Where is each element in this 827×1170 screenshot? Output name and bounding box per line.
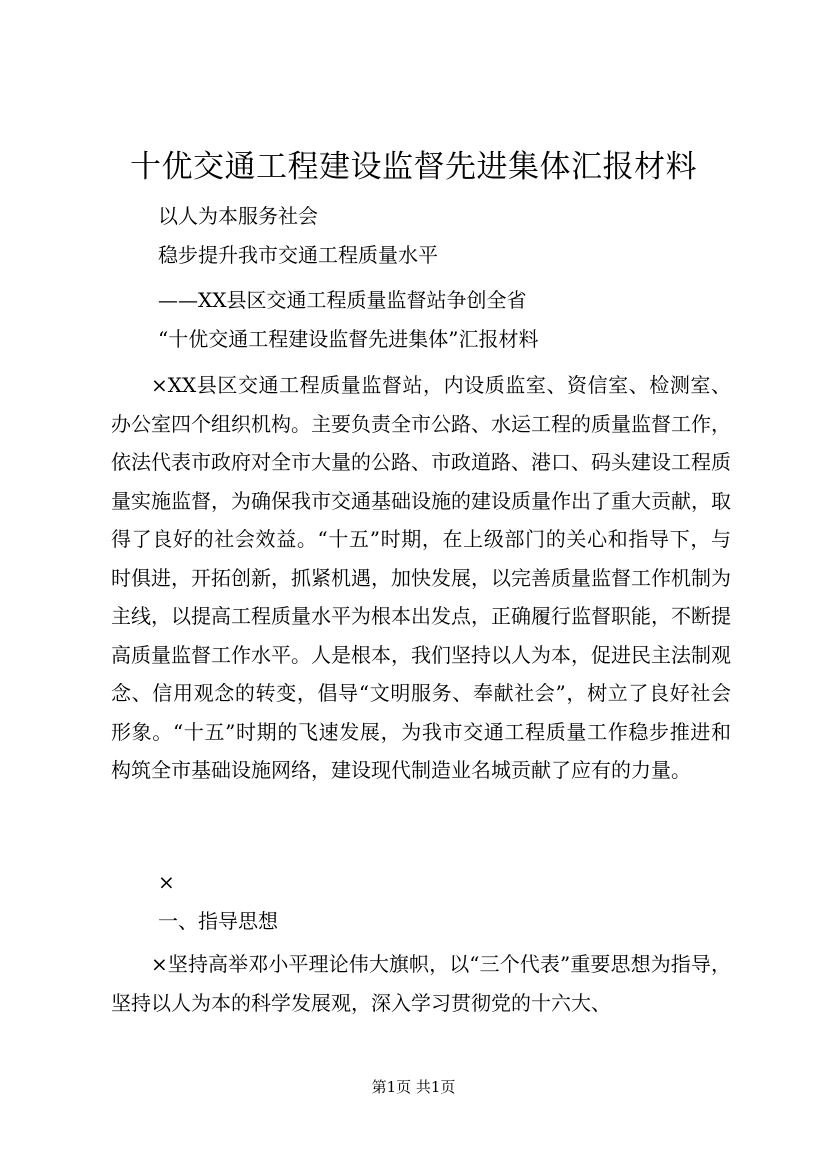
page-footer: 第1页 共1页 bbox=[371, 1078, 456, 1096]
body-paragraph-1: ×XX县区交通工程质量监督站，内设质监室、资信室、检测室、办公室四个组织机构。主要负责全市公路、水运工程的质量监督工作，依法代表市政府对全市大量的公路、市政道路、港口、码头建设工程质量实施监督，为确保我市交通基础设施的建设质量作出了重大贡献，取得了良好的社会效益。“十五”时期，在上级部门的关心和指导下，与时俱进，开拓创新，抓紧机遇，加快发展，以完善质量监督工作机制为主线，以提高工程质量水平为根本出发点，正确履行监督职能，不断提高质量监督工作水平。人是根本，我们坚持以人为本，促进民主法制观念、信用观念的转变，倡导“文明服务、奉献社会”，树立了良好社会形象。“十五”时期的飞速发展，为我市交通工程质量工作稳步推进和构筑全市基础设施网络，建设现代制造业名城贡献了应有的力量。 bbox=[111, 373, 731, 782]
section-heading: 一、指导思想 bbox=[158, 909, 278, 933]
subtitle-line-4: “十优交通工程建设监督先进集体”汇报材料 bbox=[158, 327, 539, 351]
subtitle-line-3: ——XX县区交通工程质量监督站争创全省 bbox=[158, 288, 527, 312]
x-mark: × bbox=[158, 870, 175, 894]
subtitle-line-2: 稳步提升我市交通工程质量水平 bbox=[158, 243, 438, 267]
body-paragraph-2: ×坚持高举邓小平理论伟大旗帜，以“三个代表”重要思想为指导，坚持以人为本的科学发展观，深入学习贯彻党的十六大、 bbox=[111, 952, 731, 1015]
document-title: 十优交通工程建设监督先进集体汇报材料 bbox=[130, 149, 697, 185]
subtitle-line-1: 以人为本服务社会 bbox=[158, 204, 318, 228]
